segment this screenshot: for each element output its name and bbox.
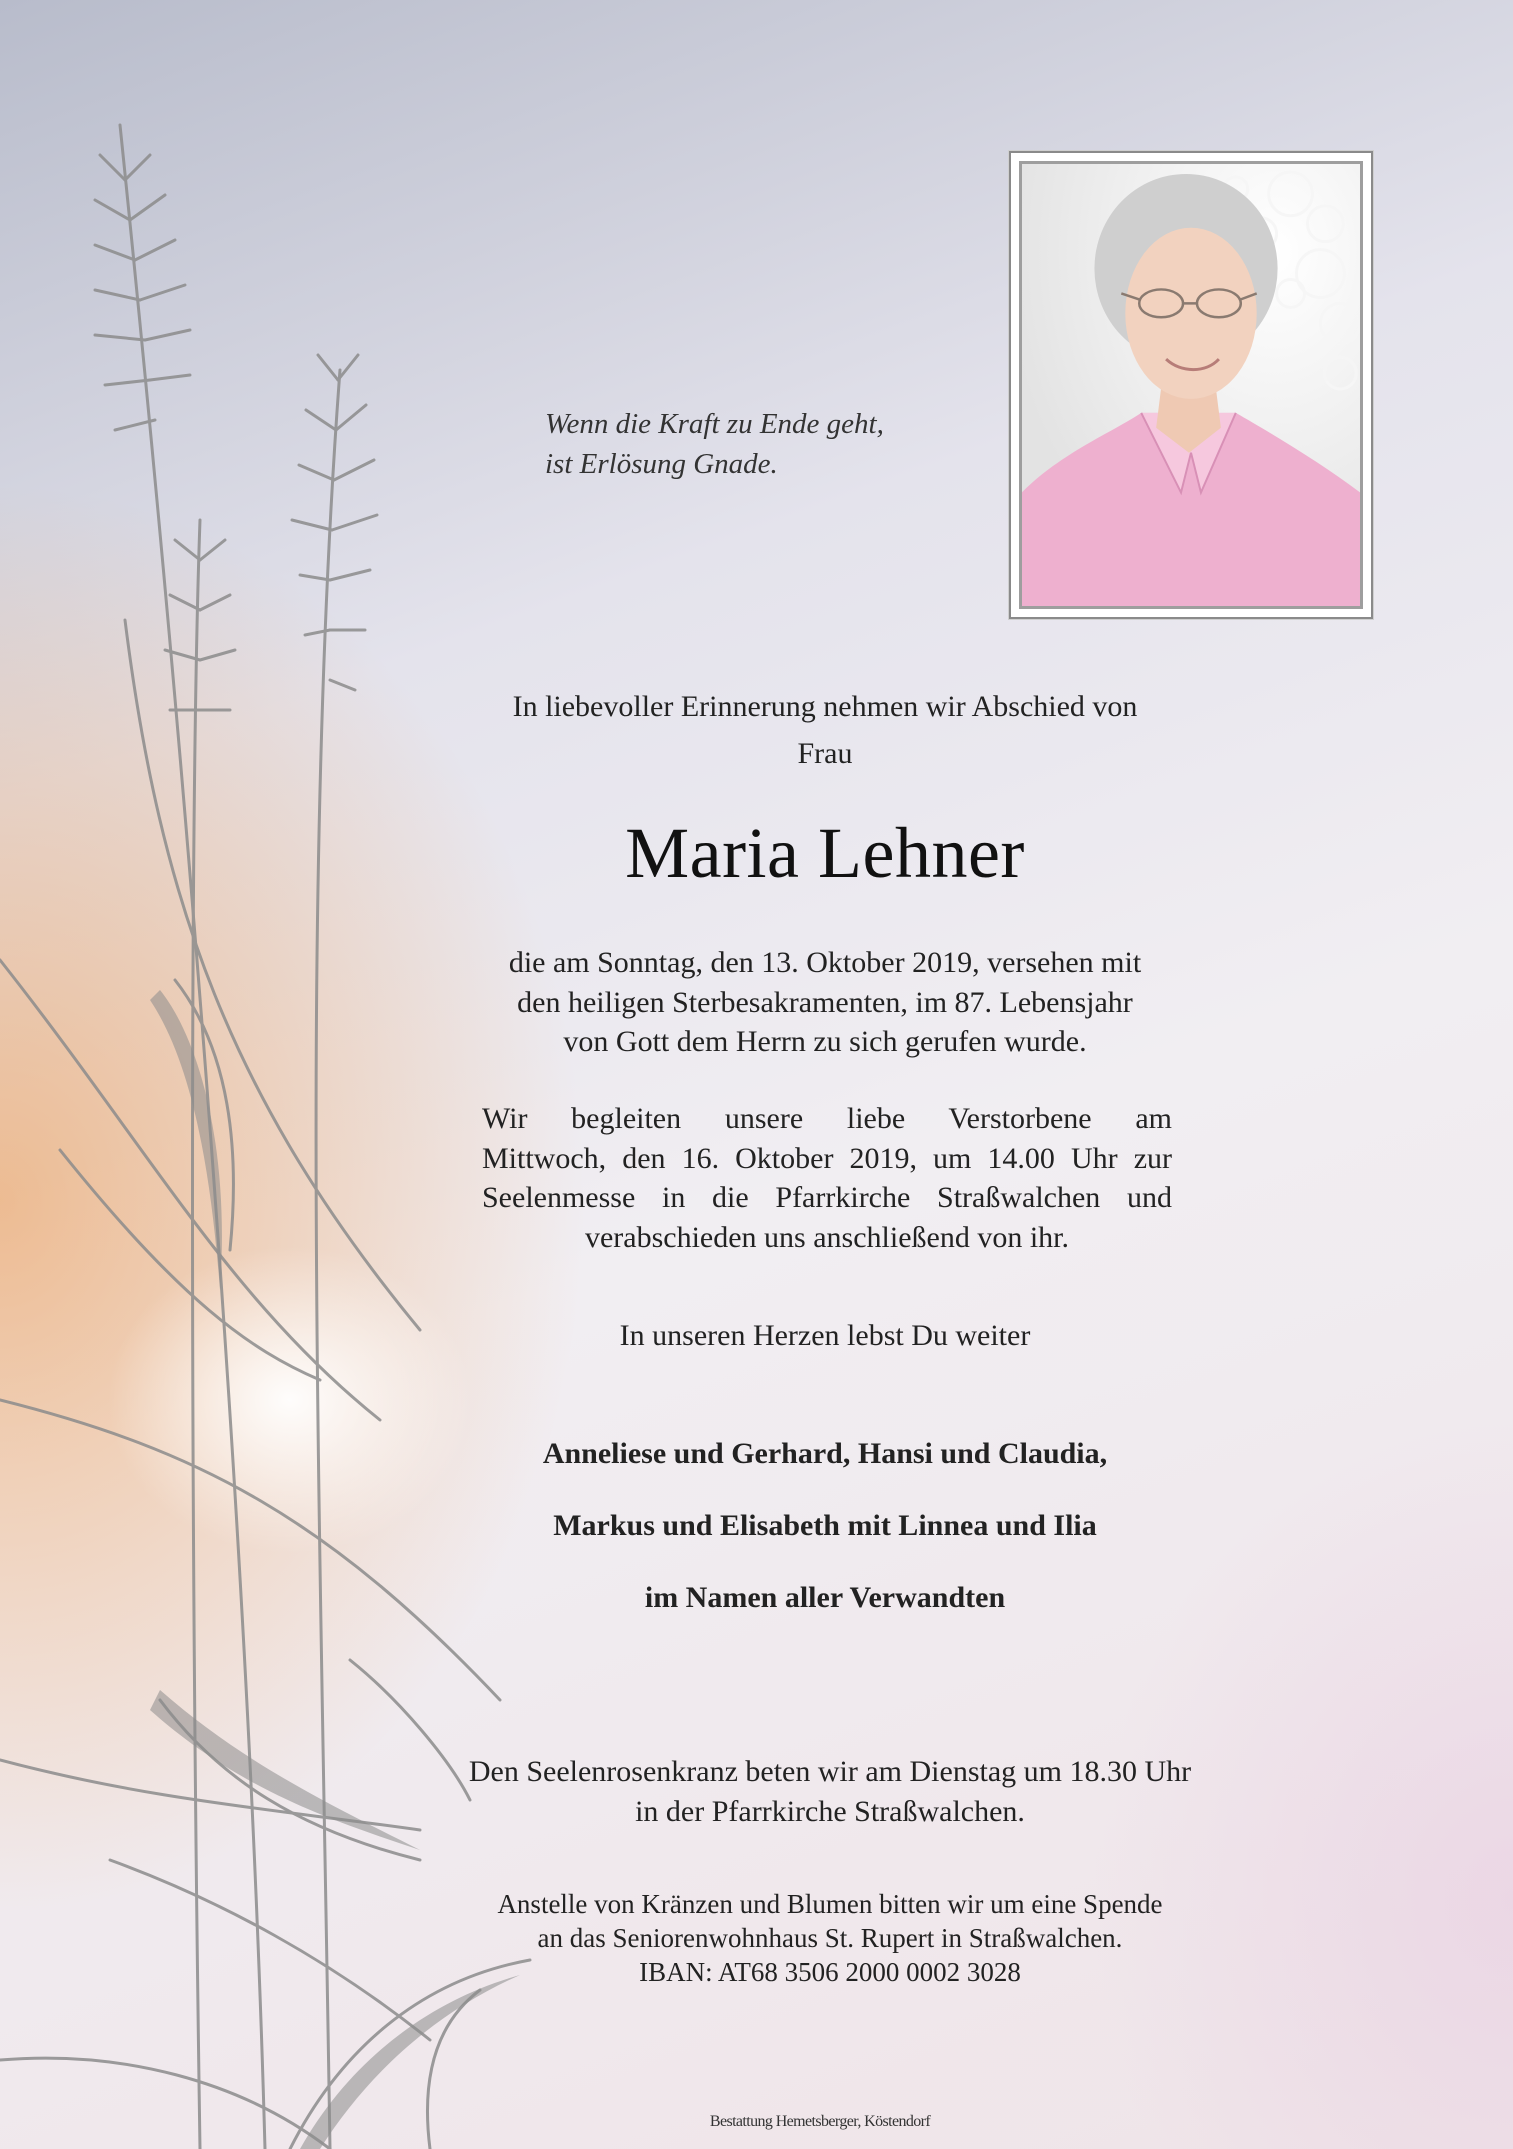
death-notice-line-1: die am Sonntag, den 13. Oktober 2019, versehen mit (508, 946, 1142, 979)
deceased-name: Maria Lehner (625, 813, 1025, 893)
mourners-line-1: Anneliese und Gerhard, Hansi und Claudia, (542, 1437, 1108, 1470)
rosary-line-1: Den Seelenrosenkranz beten wir am Dienstag um 18.30 Uhr (468, 1755, 1192, 1788)
rosary-notice (380, 1752, 1280, 1832)
death-notice (450, 943, 1200, 1062)
donation-line-1: Anstelle von Kränzen und Blumen bitten wir um eine Spende (497, 1889, 1163, 1919)
rosary-line-2: in der Pfarrkirche Straßwalchen. (635, 1795, 1025, 1828)
donation-notice (380, 1887, 1280, 1989)
funeral-details (482, 1099, 1172, 1257)
mourners-list (450, 1418, 1200, 1634)
funeral-line-3: Seelenmesse in die Pfarrkirche Straßwalchen und (482, 1181, 1172, 1214)
quote-line-2: ist Erlösung Gnade. (545, 448, 778, 480)
death-notice-line-2: den heiligen Sterbesakramenten, im 87. Lebensjahr (517, 985, 1133, 1019)
funeral-line-4: verabschieden uns anschließend von ihr. (584, 1220, 1070, 1254)
donation-iban: IBAN: AT68 3506 2000 0002 3028 (639, 1957, 1021, 1987)
funeral-line-2: Mittwoch, den 16. Oktober 2019, um 14.00 Uhr zur (482, 1141, 1172, 1175)
intro-line-1: In liebevoller Erinnerung nehmen wir Abschied von (512, 690, 1138, 723)
closing-line: In unseren Herzen lebst Du weiter (619, 1319, 1031, 1352)
intro-text (450, 683, 1200, 777)
death-notice-line-3: von Gott dem Herrn zu sich gerufen wurde. (563, 1025, 1087, 1058)
quote-line-1: Wenn die Kraft zu Ende geht, (545, 408, 884, 440)
donation-line-2: an das Seniorenwohnhaus St. Rupert in Straßwalchen. (537, 1923, 1123, 1953)
portrait-photo (1019, 161, 1363, 609)
portrait-frame (1009, 151, 1373, 619)
funeral-home-credit: Bestattung Hemetsberger, Köstendorf (709, 2113, 931, 2130)
quote (545, 404, 965, 484)
intro-line-2: Frau (797, 737, 853, 770)
mourners-line-3: im Namen aller Verwandten (644, 1581, 1006, 1614)
mourners-line-2: Markus und Elisabeth mit Linnea und Ilia (553, 1509, 1097, 1542)
funeral-line-1: Wir begleiten unsere liebe Verstorbene am (482, 1102, 1172, 1135)
